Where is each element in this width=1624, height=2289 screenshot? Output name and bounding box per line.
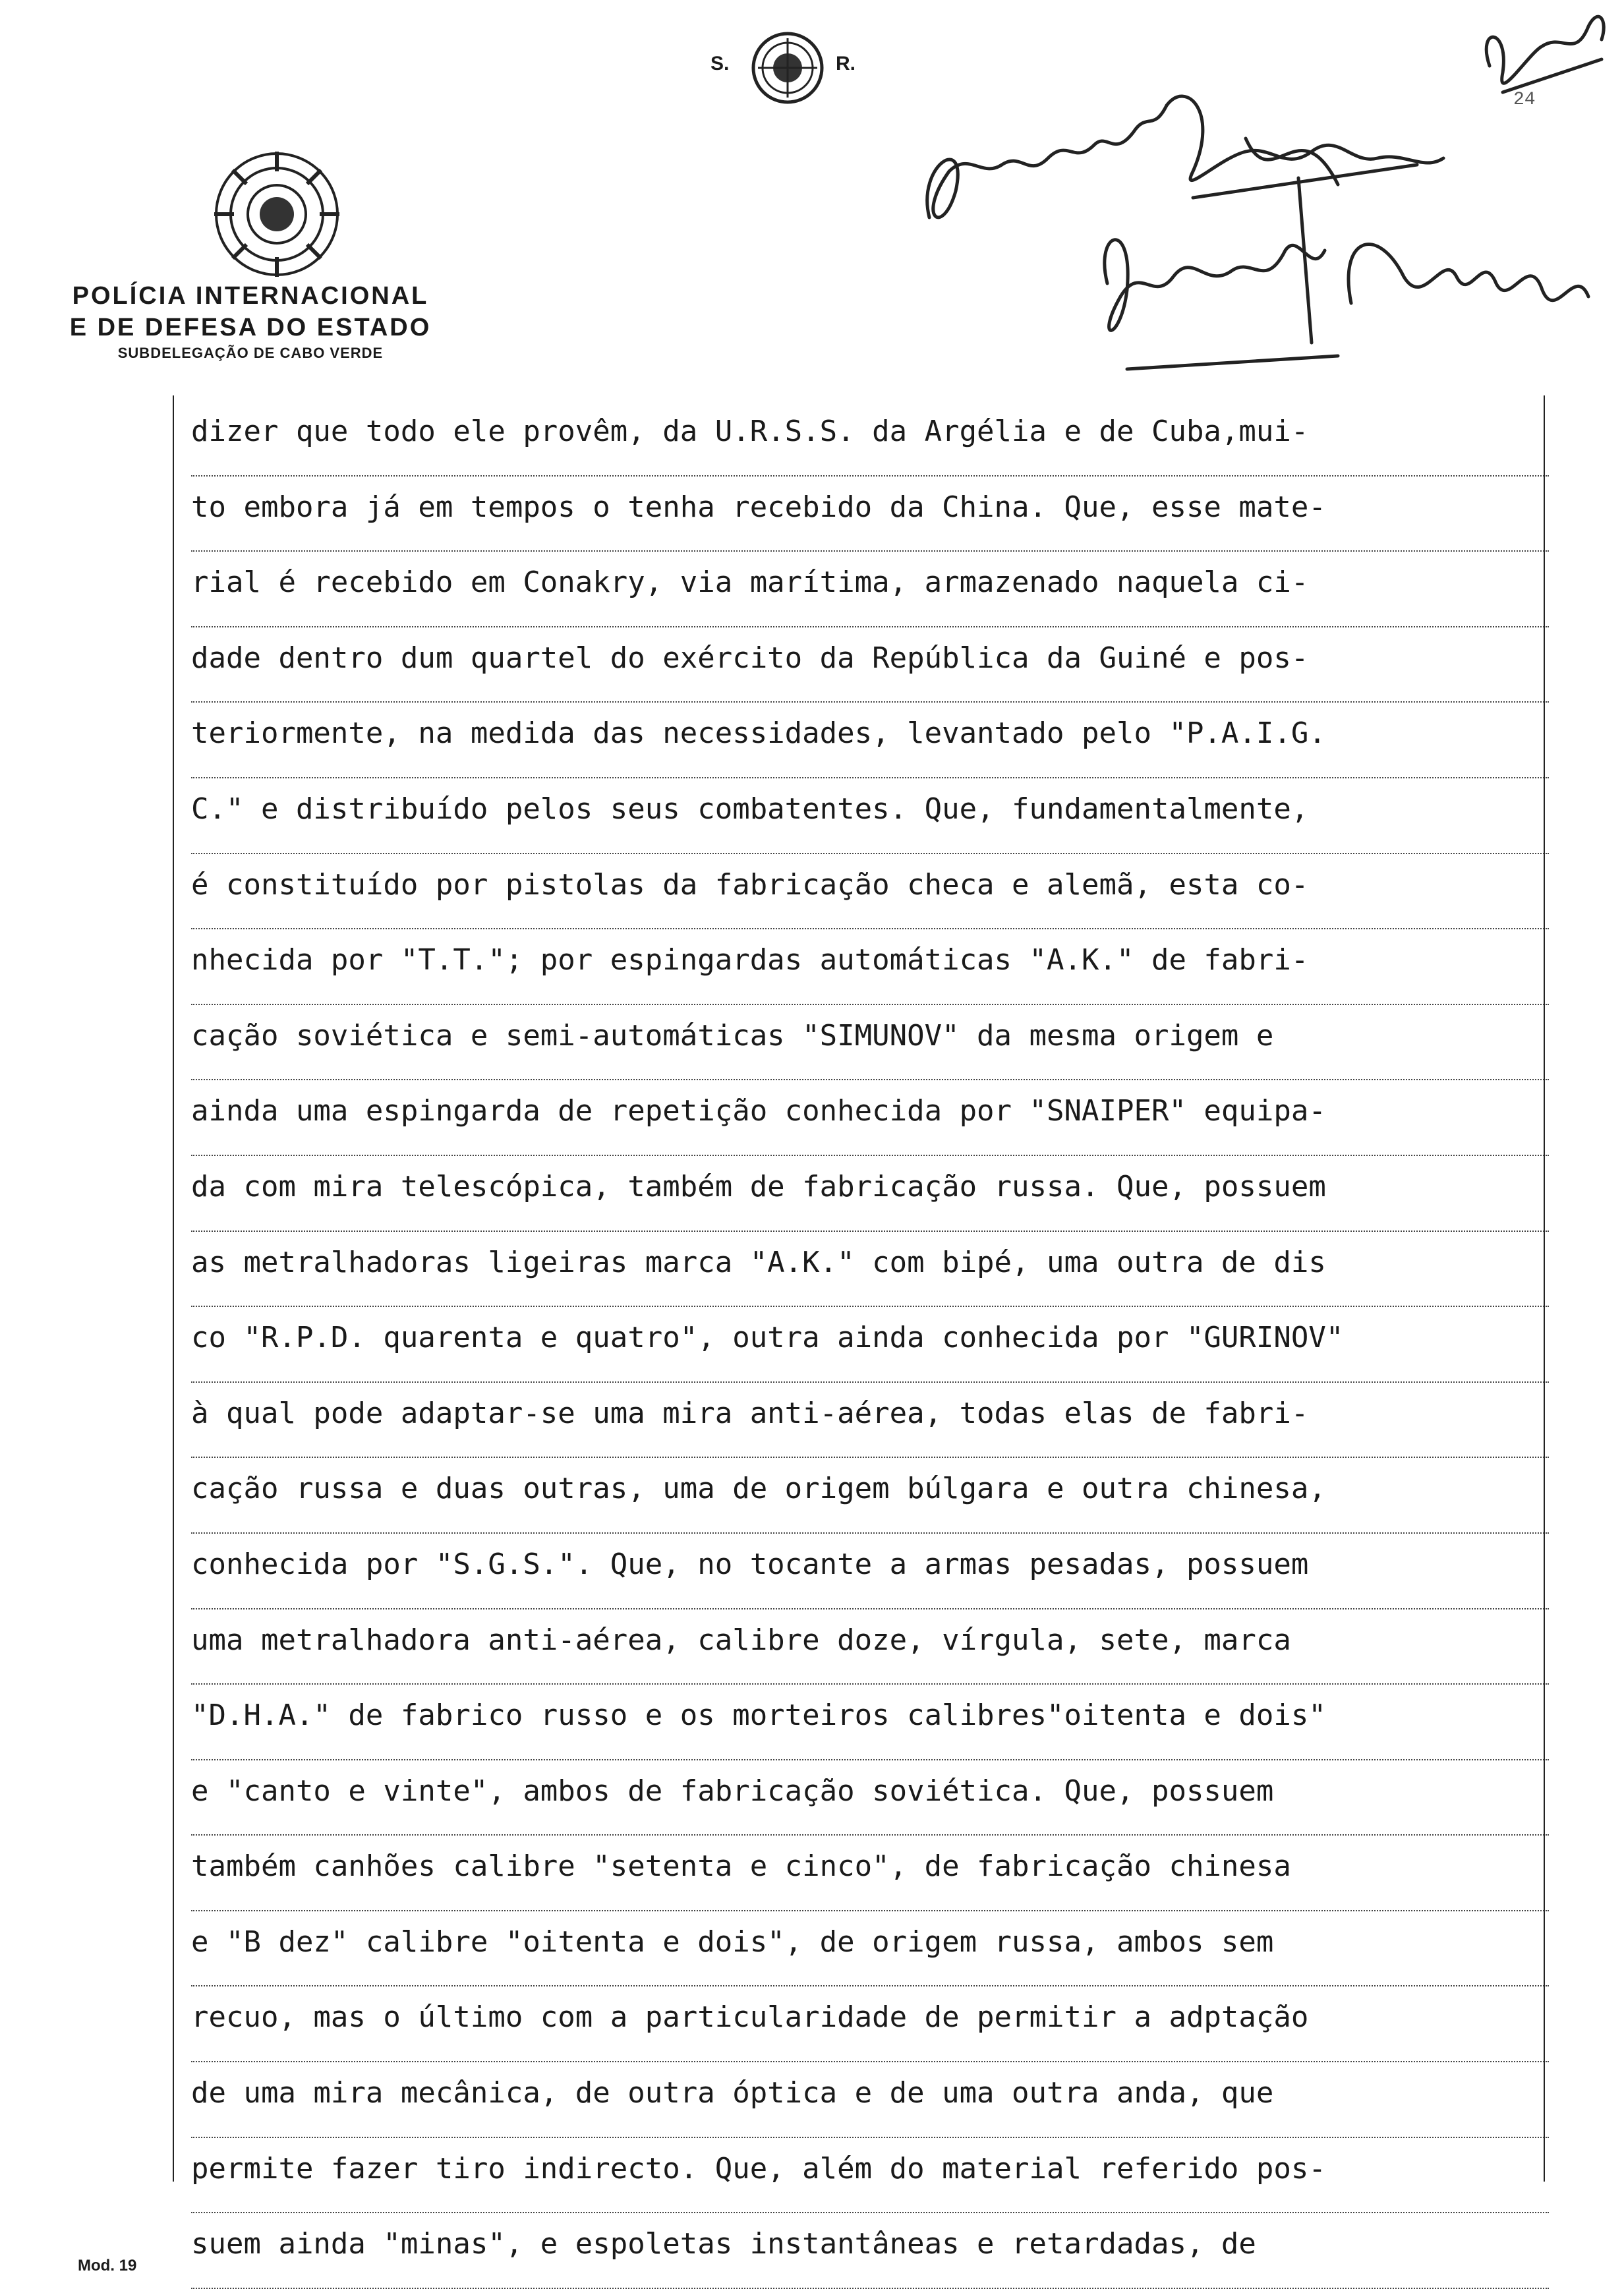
body-line: cação russa e duas outras, uma de origem búlgara e outra chinesa, [191, 1458, 1549, 1534]
body-line: permite fazer tiro indirecto. Que, além do material referido pos- [191, 2138, 1549, 2214]
agency-name-line2: E DE DEFESA DO ESTADO [69, 314, 432, 341]
body-line: as metralhadoras ligeiras marca "A.K." com bipé, uma outra de dis [191, 1232, 1549, 1308]
left-margin-rule [173, 395, 174, 2182]
page-number: 24 [1513, 90, 1536, 110]
form-code: Mod. 19 [78, 2257, 137, 2275]
body-line: dade dentro dum quartel do exército da República da Guiné e pos- [191, 627, 1549, 703]
body-line: da com mira telescópica, também de fabricação russa. Que, possuem [191, 1156, 1549, 1232]
seal-left-letter: S. [710, 53, 730, 74]
agency-name-line1: POLÍCIA INTERNACIONAL [72, 282, 429, 310]
body-line: também canhões calibre "setenta e cinco", de fabricação chinesa [191, 1836, 1549, 1911]
body-line: uma metralhadora anti-aérea, calibre doze, vírgula, sete, marca [191, 1609, 1549, 1685]
body-line: teriormente, na medida das necessidades, levantado pelo "P.A.I.G. [191, 703, 1549, 778]
body-line: é constituído por pistolas da fabricação checa e alemã, esta co- [191, 854, 1549, 930]
body-line: conhecida por "S.G.S.". Que, no tocante a armas pesadas, possuem [191, 1534, 1549, 1609]
body-line: recuo, mas o último com a particularidade de permitir a adptação [191, 1986, 1549, 2062]
body-line: dizer que todo ele provêm, da U.R.S.S. da Argélia e de Cuba,mui- [191, 401, 1549, 477]
body-line: ainda uma espingarda de repetição conhecida por "SNAIPER" equipa- [191, 1080, 1549, 1156]
seal-right-letter: R. [836, 53, 856, 74]
body-line: cação soviética e semi-automáticas "SIMUNOV" da mesma origem e [191, 1005, 1549, 1081]
body-line: co "R.P.D. quarenta e quatro", outra ainda conhecida por "GURINOV" [191, 1307, 1549, 1383]
body-line: to embora já em tempos o tenha recebido da China. Que, esse mate- [191, 477, 1549, 552]
agency-header [0, 280, 501, 362]
subdelegation-name: SUBDELEGAÇÃO DE CABO VERDE [117, 345, 384, 361]
body-line: de uma mira mecânica, de outra óptica e de uma outra anda, que [191, 2062, 1549, 2138]
body-line: suem ainda "minas", e espoletas instantâneas e retardadas, de [191, 2213, 1549, 2289]
body-line: e "B dez" calibre "oitenta e dois", de origem russa, ambos sem [191, 1911, 1549, 1987]
handwritten-signatures [877, 0, 1624, 395]
agency-emblem-icon [204, 145, 349, 283]
body-line: C." e distribuído pelos seus combatentes. Que, fundamentalmente, [191, 778, 1549, 854]
body-line: "D.H.A." de fabrico russo e os morteiros calibres"oitenta e dois" [191, 1685, 1549, 1760]
body-line: à qual pode adaptar-se uma mira anti-aérea, todas elas de fabri- [191, 1383, 1549, 1459]
small-seal-icon [745, 25, 830, 111]
body-line: e "canto e vinte", ambos de fabricação soviética. Que, possuem [191, 1760, 1549, 1836]
body-line: rial é recebido em Conakry, via marítima, armazenado naquela ci- [191, 552, 1549, 627]
body-line: nhecida por "T.T."; por espingardas automáticas "A.K." de fabri- [191, 929, 1549, 1005]
document-body [191, 401, 1549, 2289]
